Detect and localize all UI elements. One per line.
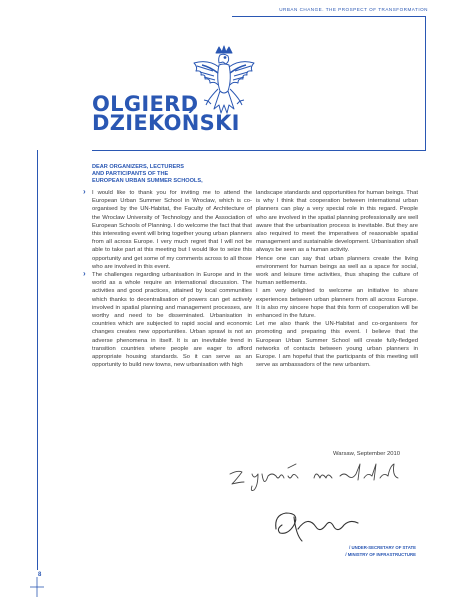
left-rule — [37, 150, 38, 570]
letter-paragraph: Let me also thank the UN-Habitat and co-organisers for promoting and preparing this event. I believe that the European Urban Summer School will create fully-fledged networks of contacts between young urban planners in Europe. I am hopeful that the participants of this meeting will serve as ambassadors of the new urbanism. — [256, 321, 418, 369]
salutation-line: EUROPEAN URBAN SUMMER SCHOOLS, — [92, 178, 203, 184]
author-first-name: OLGIERD — [92, 92, 199, 116]
signature — [272, 505, 362, 545]
letter-paragraph: › The challenges regarding urbanisation in Europe and in the world as a whole require an international discussion. The activities and good practices, attained by local communities which thanks to decentralisation of powers can get actively involved in spatial planning and management processes, are worthy and need to be disseminated. Urbanisation in countries which are subjected to rapid social and economic changes creates new opportunities. Urban sprawl is not an adverse phenomena in itself. It is an inevitable trend in transition countries where people are eager to afford appropriate housing standards. So it can serve as an opportunity to build new towns, new urbanisation with high — [92, 271, 252, 369]
signoff-place-date: Warsaw, September 2010 — [332, 451, 400, 457]
letter-paragraph: › I would like to thank you for inviting me to attend the European Urban Summer School in Wroclaw, which is co-organised by the UN-Habitat, the Faculty of Architecture of the Wroclaw University of Technology and the Association of European Schools of Planning. I do welcome the fact that that this interesting event will bring together young urban planners from all across Europe. I very much regret that I will not be able to take part at this meeting but I would like to seize this opportunity and get some of my comments across to all those who are involved in this event. — [92, 189, 252, 271]
letter-paragraph: Hence one can say that urban planners create the living environment for human beings as well as a space for social, work and leisure time activities, thus shaping the culture of human settlements. — [256, 255, 418, 287]
letter-paragraph: I am very delighted to welcome an initiative to share experiences between urban planners from all across Europe. It is also my sincere hope that this form of cooperation will be enhanced in the future. — [256, 288, 418, 320]
handwritten-closing — [228, 460, 428, 495]
letter-column-right — [256, 189, 418, 369]
salutation-line: AND PARTICIPANTS OF THE — [92, 171, 169, 177]
salutation-line: DEAR ORGANIZERS, LECTURERS — [92, 164, 184, 170]
author-credit — [345, 545, 416, 558]
author-last-name: DZIEKOŃSKI — [92, 111, 240, 135]
letter-column-left — [92, 189, 252, 369]
page-corner-mark-icon — [30, 577, 44, 597]
right-rule — [425, 16, 426, 151]
credit-line: / MINISTRY OF INFRASTRUCTURE — [345, 551, 416, 557]
letter-paragraph: landscape standards and opportunities for human beings. That is why I think that cooperation between international urban planners can play a very special role in this regard. People who are involved in the spatial planning professionally are well aware that the urbanisation process is inevitable. But they are also required to meet the imperatives of reasonable spatial management and sustainable development. Urbanisation shall always be seen as a human activity. — [256, 190, 419, 254]
salutation — [92, 164, 252, 185]
page-number: 8 — [38, 572, 42, 578]
top-rule — [232, 16, 426, 17]
author-name — [92, 92, 240, 135]
divider-rule — [92, 150, 426, 151]
running-head: URBAN CHANGE. THE PROSPECT OF TRANSFORMATION — [279, 7, 428, 12]
credit-line: / UNDER-SECRETARY OF STATE — [349, 545, 416, 550]
